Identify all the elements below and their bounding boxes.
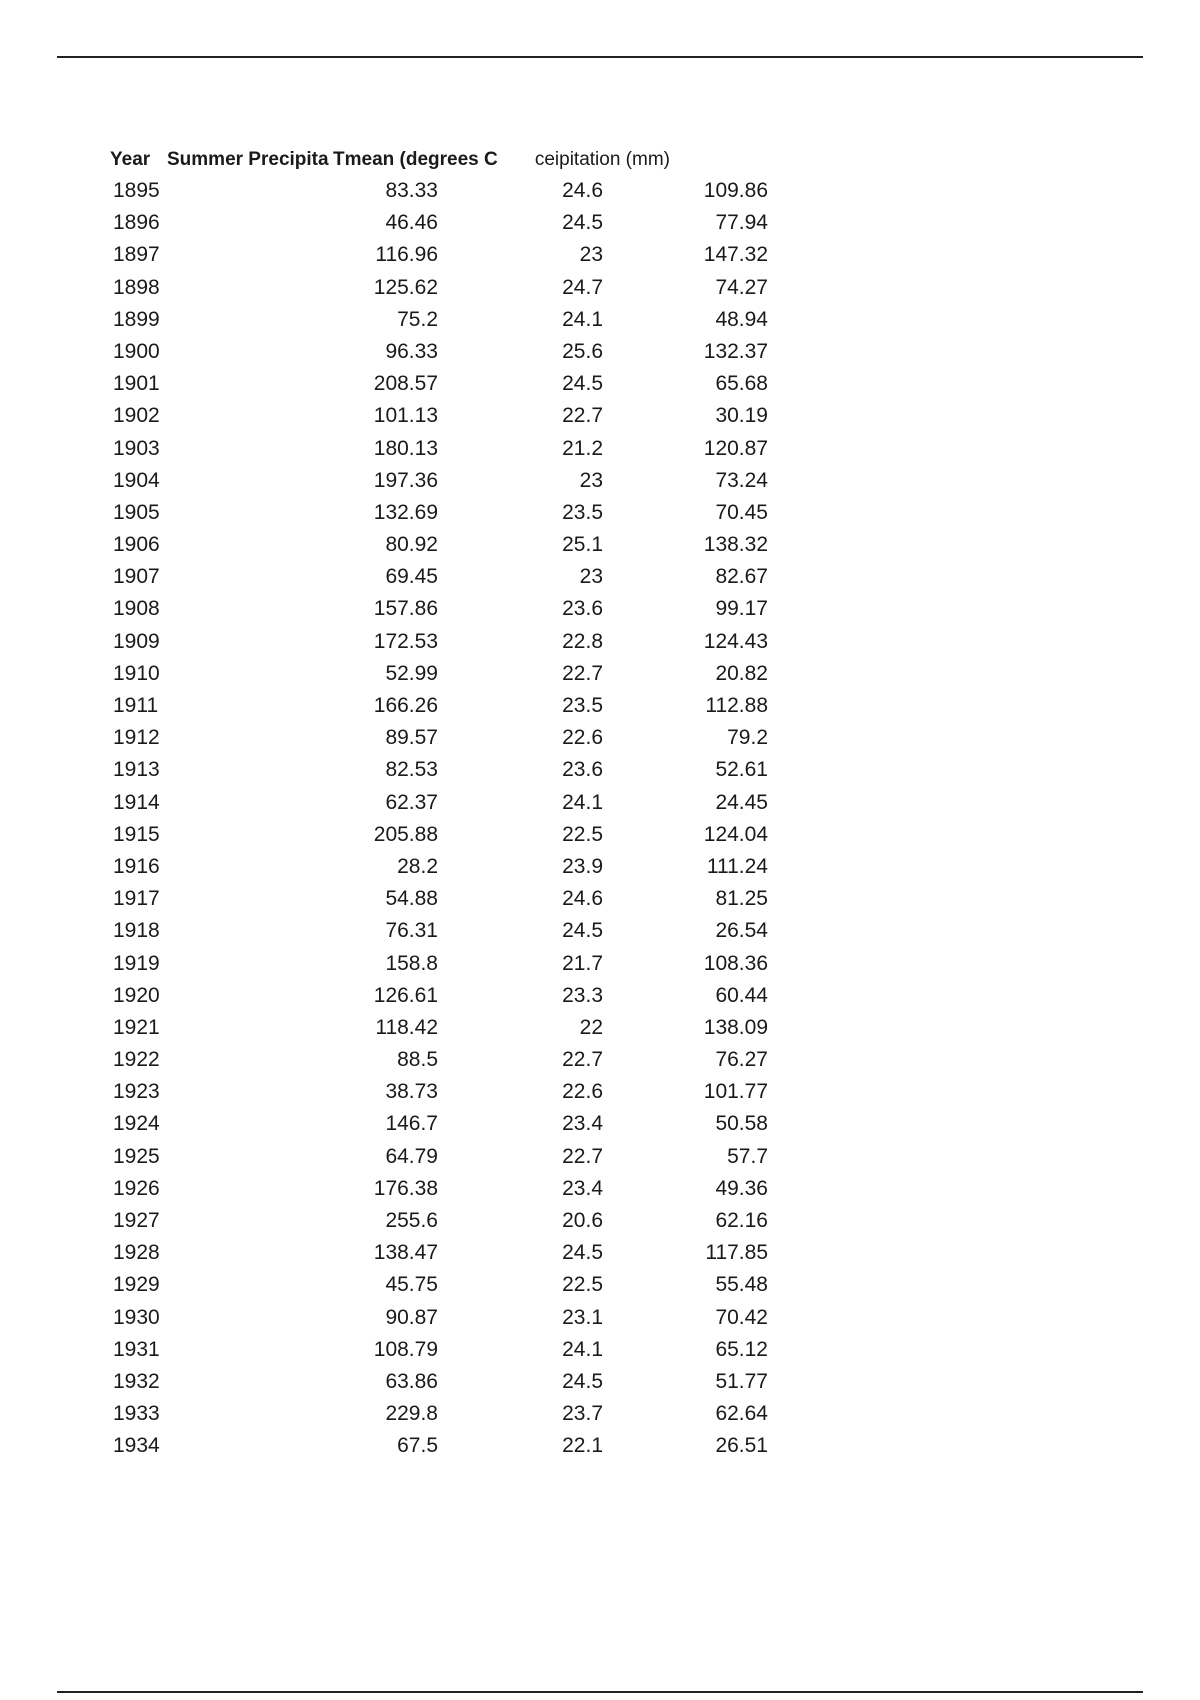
cell-year: 1933: [113, 1402, 160, 1426]
cell-summer-precipitation: 82.53: [385, 758, 438, 782]
cell-tmean: 22.6: [562, 726, 603, 750]
cell-summer-precipitation: 83.33: [385, 179, 438, 202]
table-row: [108, 690, 768, 722]
table-row: [108, 1076, 768, 1108]
cell-tmean: 23: [579, 243, 603, 267]
table-row: [108, 304, 768, 336]
table-row: [108, 658, 768, 690]
cell-precipitation: 124.04: [703, 822, 768, 846]
cell-summer-precipitation: 157.86: [373, 597, 438, 621]
cell-precipitation: 117.85: [705, 1241, 768, 1265]
cell-precipitation: 48.94: [715, 307, 768, 331]
cell-precipitation: 30.19: [715, 404, 768, 428]
cell-year: 1903: [113, 436, 160, 460]
cell-year: 1899: [113, 307, 160, 331]
table-row: [108, 722, 768, 754]
cell-year: 1902: [113, 404, 160, 428]
cell-precipitation: 108.36: [703, 951, 768, 975]
cell-summer-precipitation: 158.8: [385, 951, 438, 975]
cell-precipitation: 50.58: [715, 1112, 768, 1136]
cell-year: 1906: [113, 533, 160, 557]
cell-summer-precipitation: 90.87: [385, 1305, 438, 1329]
table-row: [108, 1044, 768, 1076]
cell-precipitation: 60.44: [715, 983, 768, 1007]
cell-tmean: 24.5: [562, 1241, 603, 1265]
cell-precipitation: 138.32: [703, 533, 768, 557]
table-row: [108, 1012, 768, 1044]
cell-tmean: 24.5: [562, 1369, 603, 1393]
cell-year: 1920: [113, 983, 160, 1007]
cell-year: 1918: [113, 919, 160, 943]
cell-summer-precipitation: 176.38: [373, 1176, 438, 1200]
cell-tmean: 22.5: [562, 822, 603, 846]
table-row: [108, 883, 768, 915]
cell-year: 1913: [113, 758, 160, 782]
cell-tmean: 23.4: [562, 1176, 603, 1200]
cell-year: 1921: [113, 1015, 160, 1039]
cell-summer-precipitation: 46.46: [385, 211, 438, 235]
cell-summer-precipitation: 89.57: [385, 726, 438, 750]
cell-tmean: 22.1: [562, 1434, 603, 1458]
cell-summer-precipitation: 64.79: [385, 1144, 438, 1168]
cell-tmean: 24.6: [562, 887, 603, 911]
cell-year: 1907: [113, 565, 160, 589]
table-row: [108, 1334, 768, 1366]
cell-tmean: 21.7: [562, 951, 603, 975]
data-table: [108, 145, 768, 1463]
table-row: [108, 368, 768, 400]
cell-tmean: 23.1: [562, 1305, 603, 1329]
cell-year: 1930: [113, 1305, 160, 1329]
table-row: [108, 336, 768, 368]
cell-year: 1900: [113, 339, 160, 363]
cell-year: 1928: [113, 1241, 160, 1265]
cell-summer-precipitation: 69.45: [385, 565, 438, 589]
cell-precipitation: 70.45: [715, 500, 768, 524]
cell-year: 1897: [113, 243, 160, 267]
cell-summer-precipitation: 208.57: [373, 372, 438, 396]
header-summer-precipitation: Summer Precipita: [167, 149, 329, 170]
cell-tmean: 22.7: [562, 404, 603, 428]
cell-year: 1919: [113, 951, 160, 975]
table-row: [108, 433, 768, 465]
cell-tmean: 22.5: [562, 1273, 603, 1297]
cell-year: 1898: [113, 275, 160, 299]
table-row: [108, 1108, 768, 1140]
cell-summer-precipitation: 118.42: [375, 1015, 438, 1039]
table-row: [108, 529, 768, 561]
cell-summer-precipitation: 125.62: [373, 275, 438, 299]
cell-summer-precipitation: 229.8: [385, 1402, 438, 1426]
cell-tmean: 23.6: [562, 758, 603, 782]
cell-summer-precipitation: 126.61: [373, 983, 438, 1007]
page-top-rule: [57, 56, 1143, 58]
table-row: [108, 1237, 768, 1269]
table-body: [108, 175, 768, 1463]
cell-tmean: 23.9: [562, 854, 603, 878]
table-row: [108, 272, 768, 304]
cell-year: 1934: [113, 1434, 160, 1458]
cell-tmean: 23.3: [562, 983, 603, 1007]
cell-summer-precipitation: 45.75: [385, 1273, 438, 1297]
cell-summer-precipitation: 54.88: [385, 887, 438, 911]
cell-summer-precipitation: 76.31: [385, 919, 438, 943]
table-row: [108, 948, 768, 980]
cell-precipitation: 76.27: [715, 1048, 768, 1072]
cell-tmean: 22.6: [562, 1080, 603, 1104]
cell-tmean: 23: [579, 565, 603, 589]
cell-tmean: 24.1: [562, 307, 603, 331]
cell-year: 1924: [113, 1112, 160, 1136]
table-row: [108, 465, 768, 497]
cell-precipitation: 77.94: [715, 211, 768, 235]
cell-tmean: 23.4: [562, 1112, 603, 1136]
cell-precipitation: 74.27: [715, 275, 768, 299]
cell-summer-precipitation: 205.88: [373, 822, 438, 846]
cell-year: 1904: [113, 468, 160, 492]
table-row: [108, 980, 768, 1012]
cell-summer-precipitation: 146.7: [385, 1112, 438, 1136]
cell-precipitation: 65.12: [715, 1337, 768, 1361]
cell-summer-precipitation: 166.26: [373, 694, 438, 717]
table-row: [108, 1269, 768, 1301]
cell-precipitation: 62.16: [715, 1209, 768, 1232]
cell-summer-precipitation: 80.92: [385, 533, 438, 557]
cell-precipitation: 26.51: [715, 1434, 768, 1458]
cell-precipitation: 52.61: [715, 758, 768, 782]
header-year: Year: [110, 149, 151, 170]
cell-year: 1908: [113, 597, 160, 621]
cell-summer-precipitation: 63.86: [385, 1369, 438, 1393]
cell-summer-precipitation: 172.53: [373, 629, 438, 653]
cell-tmean: 22.7: [562, 1144, 603, 1168]
cell-year: 1910: [113, 661, 160, 685]
table-row: [108, 400, 768, 432]
cell-tmean: 25.6: [562, 339, 603, 363]
table-row: [108, 1302, 768, 1334]
cell-precipitation: 20.82: [715, 661, 768, 685]
table-row: [108, 593, 768, 625]
cell-precipitation: 82.67: [715, 565, 768, 589]
cell-precipitation: 55.48: [715, 1273, 768, 1297]
cell-tmean: 21.2: [562, 436, 603, 460]
cell-precipitation: 147.32: [703, 243, 768, 267]
cell-precipitation: 111.24: [706, 854, 768, 878]
cell-precipitation: 120.87: [703, 436, 768, 460]
cell-year: 1914: [113, 790, 160, 814]
cell-tmean: 23.6: [562, 597, 603, 621]
header-precipitation: ceipitation (mm): [534, 149, 670, 170]
cell-precipitation: 57.7: [727, 1144, 768, 1168]
cell-year: 1895: [113, 179, 160, 202]
cell-precipitation: 99.17: [715, 597, 768, 621]
cell-precipitation: 81.25: [715, 887, 768, 911]
table-row: [108, 851, 768, 883]
cell-tmean: 24.7: [562, 275, 603, 299]
cell-year: 1927: [113, 1209, 160, 1232]
cell-summer-precipitation: 75.2: [397, 307, 438, 331]
cell-tmean: 24.6: [562, 179, 603, 202]
cell-tmean: 22: [579, 1015, 603, 1039]
table-row: [108, 1205, 768, 1237]
cell-year: 1926: [113, 1176, 160, 1200]
table-row: [108, 1173, 768, 1205]
cell-precipitation: 26.54: [715, 919, 768, 943]
cell-precipitation: 49.36: [715, 1176, 768, 1200]
cell-summer-precipitation: 88.5: [397, 1048, 438, 1072]
table-row: [108, 1141, 768, 1173]
table-row: [108, 497, 768, 529]
table-row: [108, 175, 768, 207]
table-row: [108, 207, 768, 239]
cell-tmean: 22.7: [562, 1048, 603, 1072]
cell-tmean: 23.7: [562, 1402, 603, 1426]
table-row: [108, 915, 768, 947]
table-row: [108, 1430, 768, 1462]
cell-precipitation: 51.77: [715, 1369, 768, 1393]
cell-precipitation: 79.2: [727, 726, 768, 750]
cell-tmean: 23.5: [562, 694, 603, 717]
cell-summer-precipitation: 132.69: [373, 500, 438, 524]
cell-precipitation: 24.45: [715, 790, 768, 814]
cell-year: 1931: [113, 1337, 160, 1361]
cell-year: 1925: [113, 1144, 160, 1168]
cell-tmean: 24.5: [562, 919, 603, 943]
table-row: [108, 787, 768, 819]
cell-year: 1922: [113, 1048, 160, 1072]
cell-tmean: 25.1: [562, 533, 603, 557]
cell-tmean: 23.5: [562, 500, 603, 524]
cell-precipitation: 109.86: [703, 179, 768, 202]
cell-summer-precipitation: 38.73: [385, 1080, 438, 1104]
cell-year: 1911: [113, 694, 159, 717]
cell-summer-precipitation: 52.99: [385, 661, 438, 685]
table-row: [108, 754, 768, 786]
table-row: [108, 626, 768, 658]
cell-year: 1909: [113, 629, 160, 653]
cell-tmean: 22.7: [562, 661, 603, 685]
cell-year: 1932: [113, 1369, 160, 1393]
cell-summer-precipitation: 138.47: [373, 1241, 438, 1265]
cell-tmean: 24.1: [562, 790, 603, 814]
cell-precipitation: 138.09: [703, 1015, 768, 1039]
cell-summer-precipitation: 255.6: [385, 1209, 438, 1232]
cell-summer-precipitation: 116.96: [375, 243, 438, 267]
cell-precipitation: 73.24: [715, 468, 768, 492]
cell-year: 1923: [113, 1080, 160, 1104]
cell-summer-precipitation: 101.13: [373, 404, 438, 428]
cell-tmean: 24.1: [562, 1337, 603, 1361]
cell-tmean: 24.5: [562, 372, 603, 396]
table-header-row: [108, 145, 668, 175]
cell-year: 1901: [113, 372, 160, 396]
cell-year: 1905: [113, 500, 160, 524]
cell-tmean: 22.8: [562, 629, 603, 653]
cell-summer-precipitation: 28.2: [397, 854, 438, 878]
page-bottom-rule: [57, 1691, 1143, 1693]
cell-tmean: 23: [579, 468, 603, 492]
cell-precipitation: 132.37: [703, 339, 768, 363]
cell-year: 1896: [113, 211, 160, 235]
cell-year: 1915: [113, 822, 160, 846]
cell-summer-precipitation: 96.33: [385, 339, 438, 363]
table-row: [108, 561, 768, 593]
cell-precipitation: 65.68: [715, 372, 768, 396]
cell-year: 1912: [113, 726, 160, 750]
table-row: [108, 819, 768, 851]
cell-precipitation: 70.42: [715, 1305, 768, 1329]
cell-summer-precipitation: 62.37: [385, 790, 438, 814]
cell-precipitation: 62.64: [715, 1402, 768, 1426]
cell-summer-precipitation: 180.13: [373, 436, 438, 460]
cell-year: 1916: [113, 854, 160, 878]
table-row: [108, 1398, 768, 1430]
table-row: [108, 1366, 768, 1398]
cell-summer-precipitation: 108.79: [373, 1337, 438, 1361]
cell-summer-precipitation: 67.5: [397, 1434, 438, 1458]
table-row: [108, 239, 768, 271]
cell-year: 1917: [113, 887, 160, 911]
cell-precipitation: 112.88: [705, 694, 768, 717]
cell-tmean: 20.6: [562, 1209, 603, 1232]
cell-summer-precipitation: 197.36: [373, 468, 438, 492]
cell-precipitation: 124.43: [703, 629, 768, 653]
cell-tmean: 24.5: [562, 211, 603, 235]
cell-year: 1929: [113, 1273, 160, 1297]
header-tmean: Tmean (degrees C: [333, 149, 498, 170]
cell-precipitation: 101.77: [703, 1080, 768, 1104]
